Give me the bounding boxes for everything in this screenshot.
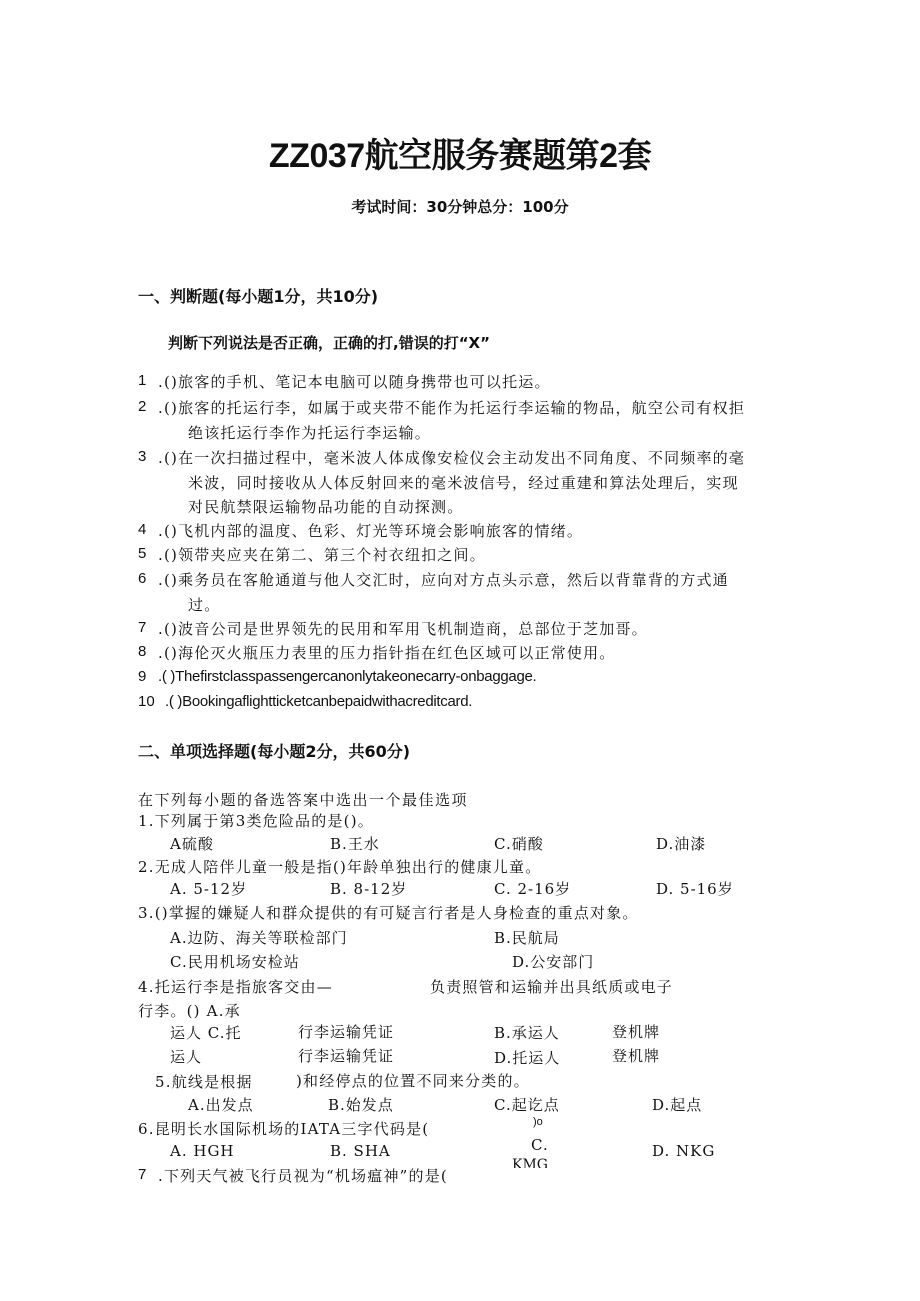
question-text: .()领带夹应夹在第二、第三个衬衣纽扣之间。 — [158, 546, 486, 564]
option-d: D.托运人 — [494, 1049, 561, 1067]
question-text: .()飞机内部的温度、色彩、灯光等环境会影响旅客的情绪。 — [158, 522, 584, 540]
option-text: 登机牌 — [612, 1047, 661, 1065]
question-number: 7 — [138, 619, 147, 636]
question-stem: 行李。() A.承 — [138, 1002, 241, 1020]
question-stem: 4.托运行李是指旅客交由— — [138, 978, 333, 996]
option-c-text: KMG — [512, 1157, 548, 1168]
question-number: 8 — [138, 643, 147, 660]
question-text: .()乘务员在客舱通道与他人交汇时，应向对方点头示意，然后以背靠背的方式通 — [158, 571, 729, 589]
section2-heading: 二、单项选择题(每小题2分，共60分) — [138, 742, 411, 761]
question-stem: 负责照管和运输并出具纸质或电子 — [430, 978, 674, 996]
question-text: 过。 — [188, 596, 221, 614]
option-c: C.民用机场安检站 — [170, 953, 300, 971]
question-number: 10 — [138, 693, 155, 710]
question-stem: 2.无成人陪伴儿童一般是指()年龄单独出行的健康儿童。 — [138, 858, 542, 876]
option-b: B. 8-12岁 — [330, 880, 408, 898]
section2-instruction: 在下列每小题的备选答案中选出一个最佳选项 — [138, 791, 469, 809]
question-number: 5 — [138, 545, 147, 562]
option-c: C. 2-16岁 — [494, 880, 572, 898]
question-number: 9 — [138, 668, 147, 685]
question-number: 4 — [138, 521, 147, 538]
option-c: C.硝酸 — [494, 835, 544, 853]
exam-info: 考试时间：30分钟总分：100分 — [351, 198, 569, 216]
question-text: .( )Thefirstclasspassengercanonlytakeonecarry-onbaggage. — [158, 668, 537, 685]
question-text: .( )Bookingaflightticketcanbepaidwithacreditcard. — [165, 693, 473, 710]
question-text: 对民航禁限运输物品功能的自动探测。 — [188, 498, 464, 516]
question-text: .()海伦灭火瓶压力表里的压力指针指在红色区域可以正常使用。 — [158, 644, 616, 662]
option-text: 运人 — [170, 1048, 203, 1066]
option-a: A. 5-12岁 — [170, 880, 248, 898]
option-text: 行李运输凭证 — [298, 1047, 395, 1065]
question-text: .()在一次扫描过程中，毫米波人体成像安检仪会主动发出不同角度、不同频率的毫 — [158, 449, 746, 467]
option-d: D.公安部门 — [512, 953, 595, 971]
question-stem: 6.昆明长水国际机场的IATA三字代码是( — [138, 1120, 430, 1138]
question-stem: )和经停点的位置不同来分类的。 — [296, 1072, 530, 1090]
option-a: A. HGH — [170, 1142, 235, 1160]
page-title: ZZ037航空服务赛题第2套 — [268, 137, 652, 175]
option-c: C.起讫点 — [494, 1096, 560, 1114]
question-text: .()旅客的手机、笔记本电脑可以随身携带也可以托运。 — [158, 373, 551, 391]
question-stem: )o — [533, 1116, 543, 1128]
option-a: A.边防、海关等联检部门 — [170, 929, 348, 947]
question-number: 7 — [138, 1166, 147, 1183]
option-text: 运人 C.托 — [170, 1024, 242, 1042]
question-text: 绝该托运行李作为托运行李运输。 — [188, 424, 432, 442]
option-b: B.承运人 — [494, 1024, 560, 1042]
question-number: 3 — [138, 448, 147, 465]
question-stem: 3.()掌握的嫌疑人和群众提供的有可疑言行者是人身检查的重点对象。 — [138, 904, 639, 922]
option-d: D.油漆 — [656, 835, 707, 853]
section1-instruction: 判断下列说法是否正确，正确的打,错误的打“X” — [168, 334, 490, 352]
question-number: 2 — [138, 398, 147, 415]
option-d: D. NKG — [652, 1142, 716, 1160]
option-d: D. 5-16岁 — [656, 880, 734, 898]
option-b: B.始发点 — [328, 1096, 394, 1114]
option-c: C. — [531, 1136, 549, 1154]
option-d: D.起点 — [652, 1096, 703, 1114]
section1-heading: 一、判断题(每小题1分，共10分) — [138, 287, 379, 306]
option-a: A.出发点 — [188, 1096, 254, 1114]
question-stem: 1.下列属于第3类危险品的是()。 — [138, 812, 374, 830]
question-number: 1 — [138, 372, 147, 389]
option-b: B.王水 — [330, 835, 380, 853]
question-text: .()旅客的托运行李，如属于或夹带不能作为托运行李运输的物品，航空公司有权拒 — [158, 399, 746, 417]
question-text: .()波音公司是世界领先的民用和军用飞机制造商，总部位于芝加哥。 — [158, 620, 648, 638]
option-text: 登机牌 — [612, 1023, 661, 1041]
question-number: 6 — [138, 570, 147, 587]
option-text: 行李运输凭证 — [298, 1023, 395, 1041]
option-b: B.民航局 — [494, 929, 560, 947]
question-stem: 5.航线是根据 — [155, 1073, 253, 1091]
option-b: B. SHA — [330, 1142, 391, 1160]
question-text: 米波，同时接收从人体反射回来的毫米波信号，经过重建和算法处理后，实现 — [188, 474, 739, 492]
question-stem: .下列天气被飞行员视为“机场瘟神”的是( — [158, 1167, 448, 1185]
option-a: A硫酸 — [170, 835, 214, 853]
